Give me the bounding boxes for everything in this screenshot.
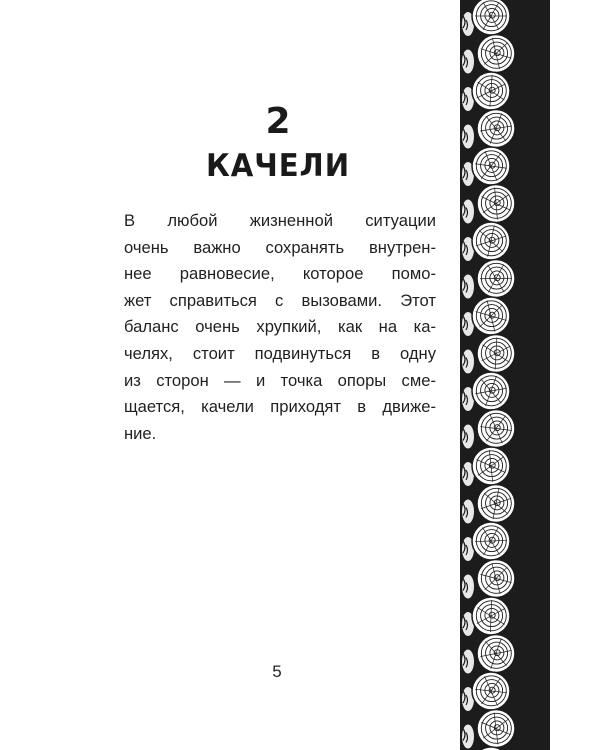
body-line: ние. xyxy=(124,423,157,443)
body-paragraph xyxy=(124,208,436,447)
body-line: жет справиться с вызовами. Этот xyxy=(124,290,436,310)
page-number: 5 xyxy=(272,662,282,681)
body-line: из сторон — и точка опоры сме- xyxy=(124,370,436,390)
chapter-title: КАЧЕЛИ xyxy=(205,148,351,184)
body-line: щается, качели приходят в движе- xyxy=(124,397,436,417)
body-line: В любой жизненной ситуации xyxy=(124,211,436,230)
body-line: баланс очень хрупкий, как на ка- xyxy=(124,317,436,337)
tree-ring-border-illustration xyxy=(460,0,550,750)
body-line: нее равновесие, которое помо- xyxy=(124,264,436,284)
page-margin xyxy=(550,0,600,750)
body-line: очень важно сохранять внутрен- xyxy=(124,237,436,257)
body-line: челях, стоит подвинуться в одну xyxy=(124,343,436,363)
chapter-number: 2 xyxy=(265,101,291,142)
